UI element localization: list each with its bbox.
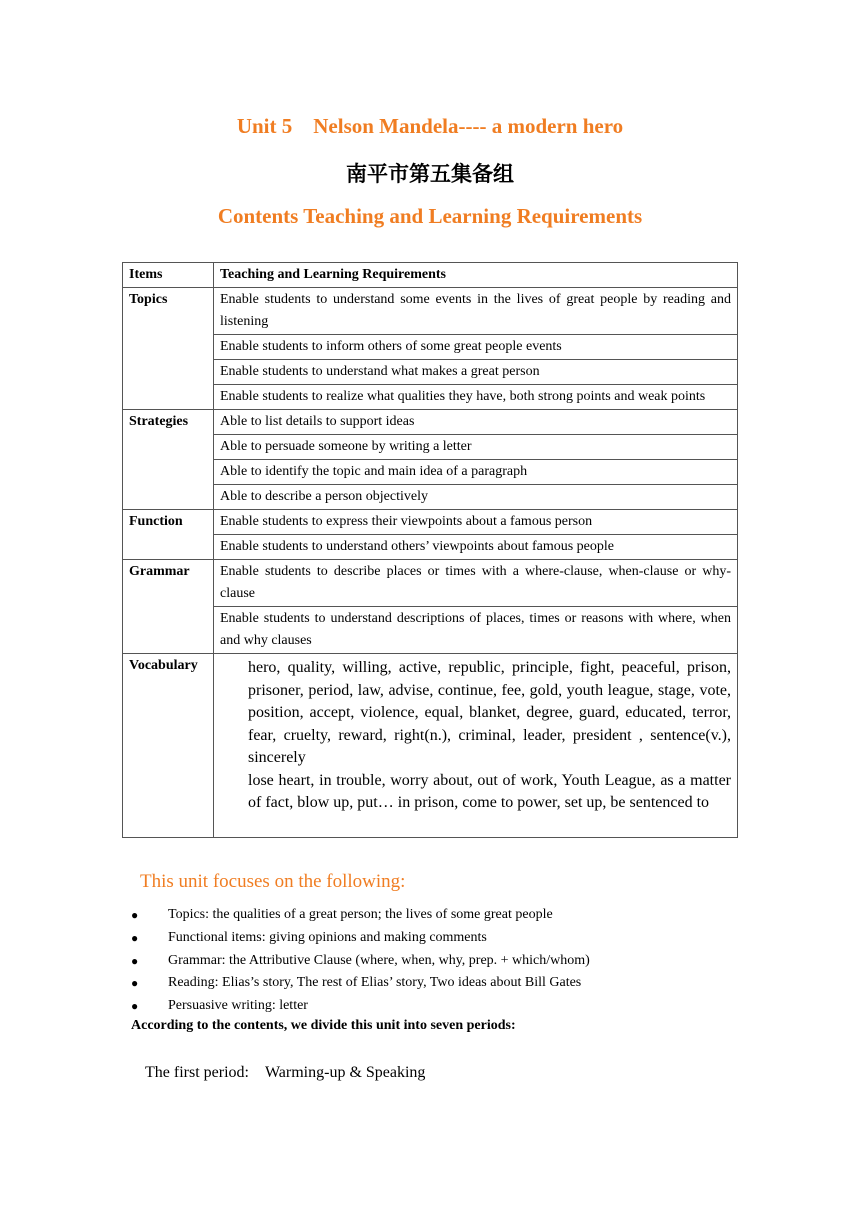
table-row [123,288,738,335]
requirement-cell: Enable students to understand some events in the lives of great people by reading and listening [214,288,738,335]
vocabulary-cell [214,654,738,838]
requirement-cell: Enable students to express their viewpoints about a famous person [214,510,738,535]
requirement-cell: Enable students to understand descriptions of places, times or reasons with where, when and why clauses [214,607,738,654]
table-row [123,335,738,360]
divide-note: According to the contents, we divide this unit into seven periods: [131,1018,516,1033]
requirement-cell: Enable students to inform others of some great people events [214,335,738,360]
focus-heading: This unit focuses on the following: [140,871,406,892]
header-items: Items [123,263,214,288]
header-requirements: Teaching and Learning Requirements [214,263,738,288]
requirement-cell: Able to persuade someone by writing a letter [214,435,738,460]
requirement-cell: Enable students to understand what makes a great person [214,360,738,385]
bullet-icon: ● [131,999,139,1014]
table-row [123,510,738,535]
item-topics: Topics [123,288,214,410]
list-item-text: Grammar: the Attributive Clause (where, when, why, prep. + which/whom) [168,952,590,968]
list-item [131,950,590,973]
vocabulary-phrases: lose heart, in trouble, worry about, out of work, Youth League, as a matter of fact, blow up, put… in prison, come to power, set up, be sentenced to [248,771,731,811]
list-item-text: Persuasive writing: letter [168,998,308,1014]
list-item-text: Topics: the qualities of a great person; the lives of some great people [168,907,553,922]
table-row [123,460,738,485]
requirement-cell: Enable students to describe places or times with a where-clause, when-clause or why-clause [214,560,738,607]
requirements-table [122,262,738,838]
list-item [131,927,590,950]
list-item [131,972,590,995]
table-row [123,435,738,460]
table-row [123,535,738,560]
item-vocabulary: Vocabulary [123,654,214,838]
table-row [123,410,738,435]
contents-title: Contents Teaching and Learning Requirements [217,204,643,228]
bullet-icon: ● [131,908,139,922]
requirement-cell: Enable students to understand others’ viewpoints about famous people [214,535,738,560]
item-function: Function [123,510,214,560]
list-item [131,995,590,1018]
list-item [131,904,590,927]
table-row [123,607,738,654]
table-header-row [123,263,738,288]
table-row [123,360,738,385]
requirement-cell: Enable students to realize what qualities they have, both strong points and weak points [214,385,738,410]
table-row [123,485,738,510]
requirement-cell: Able to describe a person objectively [214,485,738,510]
list-item-text: Functional items: giving opinions and making comments [168,929,487,945]
requirement-cell: Able to list details to support ideas [214,410,738,435]
item-grammar: Grammar [123,560,214,654]
table-row [123,385,738,410]
first-period: The first period: Warming-up & Speaking [145,1064,426,1081]
group-name: 南平市第五集备组 [346,162,514,186]
bullet-icon: ● [131,976,139,991]
item-strategies: Strategies [123,410,214,510]
focus-list [131,904,590,1018]
vocabulary-words: hero, quality, willing, active, republic, principle, fight, peaceful, prison, prisoner, period, law, advise, continue, fee, gold, youth league, stage, vote, position, accept, violence, equal, blanket, degree, guard, educated, terror, fear, cruelty, reward, right(n.), criminal, leader, president , sentence(v.), sincerely [248,659,731,766]
unit-title: Unit 5 Nelson Mandela---- a modern hero [236,114,624,138]
table-row [123,654,738,838]
list-item-text: Reading: Elias’s story, The rest of Elias’ story, Two ideas about Bill Gates [168,975,582,991]
bullet-icon: ● [131,930,139,945]
bullet-icon: ● [131,953,139,968]
requirement-cell: Able to identify the topic and main idea of a paragraph [214,460,738,485]
table-row [123,560,738,607]
